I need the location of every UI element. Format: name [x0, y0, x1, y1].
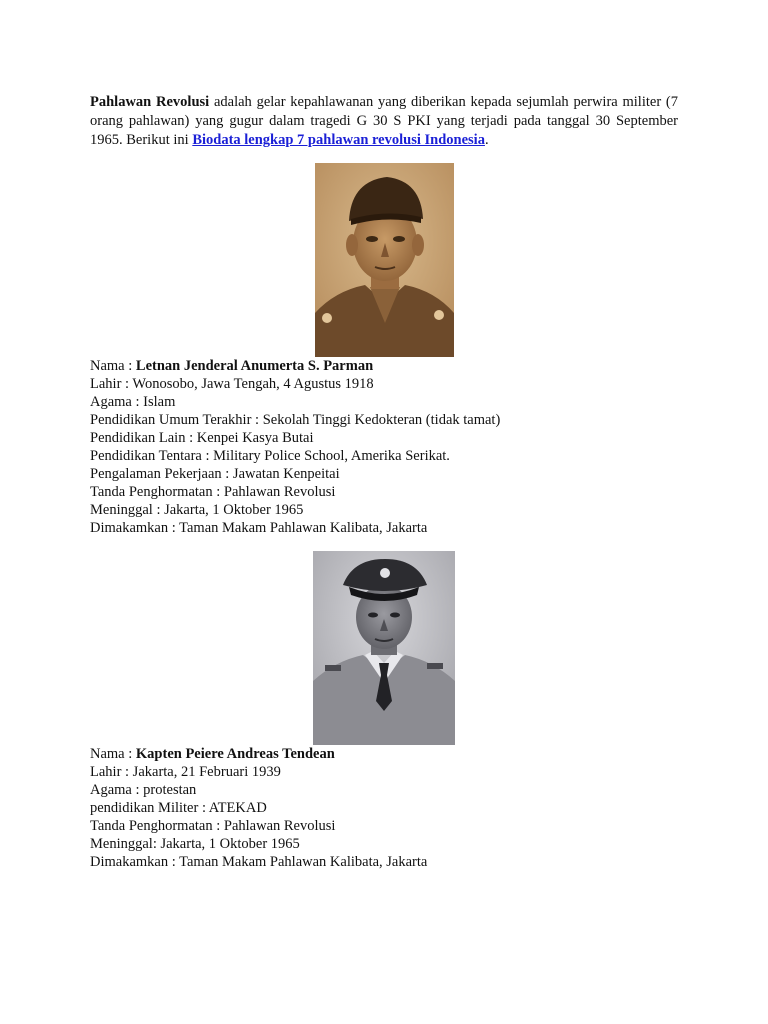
bio-line-military-education: pendidikan Militer : ATEKAD [90, 800, 267, 816]
bio-name-line [90, 745, 678, 763]
intro-text-end: . [484, 132, 489, 148]
bio-line-birth: Lahir : Wonosobo, Jawa Tengah, 4 Agustus 1918 [90, 376, 374, 392]
intro-paragraph [90, 93, 678, 150]
bio-line-general-education: Pendidikan Umum Terakhir : Sekolah Tinggi Kedokteran (tidak tamat) [90, 412, 501, 428]
document-page [90, 93, 678, 871]
bio-line-military-education: Pendidikan Tentara : Military Police School, Amerika Serikat. [90, 448, 450, 464]
bio-line-religion: Agama : Islam [90, 394, 176, 410]
photo-container [90, 537, 678, 745]
biodata-link[interactable]: Biodata lengkap 7 pahlawan revolusi Indonesia [192, 132, 485, 148]
bio-line-honor: Tanda Penghormatan : Pahlawan Revolusi [90, 818, 336, 834]
bio-line-work-experience: Pengalaman Pekerjaan : Jawatan Kenpeitai [90, 466, 340, 482]
bio-line-death: Meninggal: Jakarta, 1 Oktober 1965 [90, 836, 300, 852]
bio-line-honor: Tanda Penghormatan : Pahlawan Revolusi [90, 484, 336, 500]
portrait-photo-tendean [313, 551, 455, 745]
bio-name-line [90, 357, 678, 375]
name-label: Nama : [90, 746, 136, 762]
bio-section-parman [90, 357, 678, 537]
intro-bold-title: Pahlawan Revolusi [90, 94, 210, 110]
hero-name: Letnan Jenderal Anumerta S. Parman [135, 358, 374, 374]
bio-line-other-education: Pendidikan Lain : Kenpei Kasya Butai [90, 430, 314, 446]
sepia-portrait-icon [315, 163, 454, 357]
bio-section-tendean [90, 745, 678, 871]
bio-line-death: Meninggal : Jakarta, 1 Oktober 1965 [90, 502, 304, 518]
intro-text: adalah gelar kepahlawanan yang diberikan kepada sejumlah perwira militer (7 orang pahlawan) yang gugur dalam tragedi G 30 S PKI yang terjadi pada tanggal 30 September 1965. Berikut ini [90, 94, 678, 148]
bio-line-burial: Dimakamkan : Taman Makam Pahlawan Kalibata, Jakarta [90, 520, 428, 536]
grayscale-portrait-icon [313, 551, 455, 745]
bio-line-burial: Dimakamkan : Taman Makam Pahlawan Kalibata, Jakarta [90, 854, 428, 870]
bio-line-birth: Lahir : Jakarta, 21 Februari 1939 [90, 764, 281, 780]
photo-container [90, 150, 678, 357]
hero-name: Kapten Peiere Andreas Tendean [135, 746, 335, 762]
name-label: Nama : [90, 358, 136, 374]
bio-line-religion: Agama : protestan [90, 782, 197, 798]
portrait-photo-parman [315, 163, 454, 357]
